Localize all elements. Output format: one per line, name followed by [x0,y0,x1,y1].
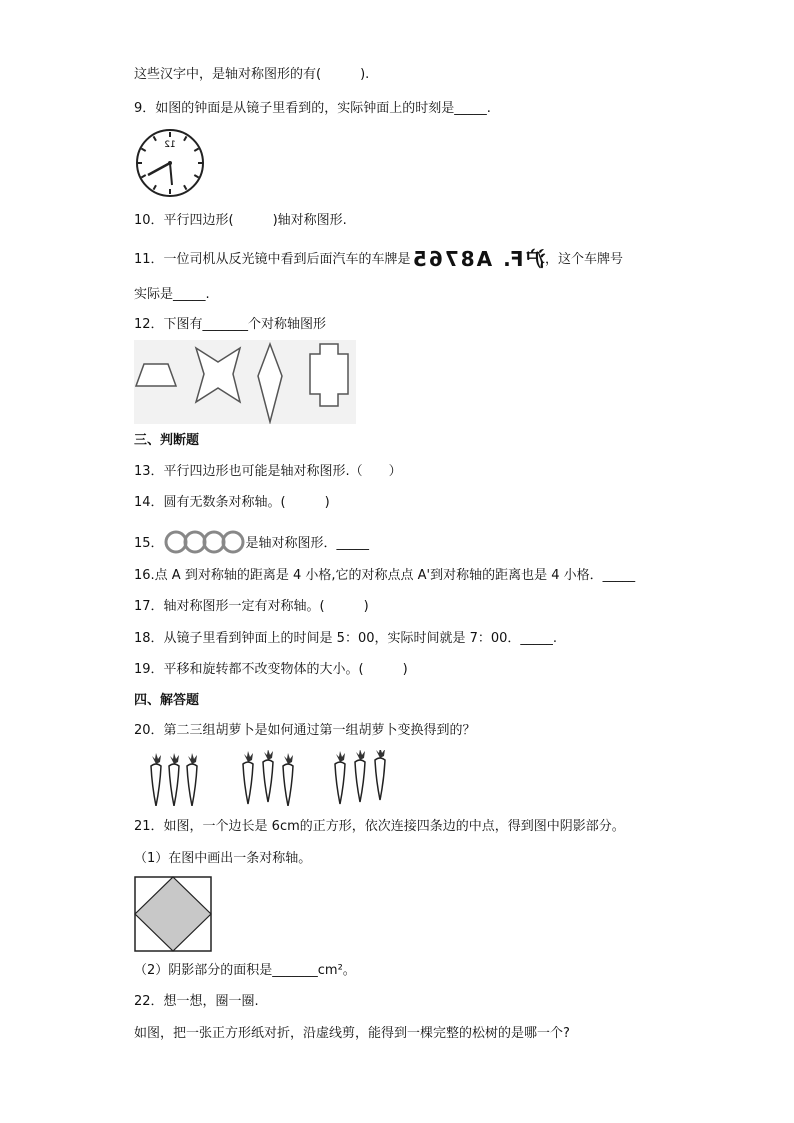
clock-12-label: 12 [164,140,176,150]
question-15-number: 15． [134,536,164,551]
question-11-line2: 实际是_____. [134,287,210,302]
question-10: 10．平行四边形( )轴对称图形. [134,213,347,228]
question-21-intro: 21．如图，一个边长是 6cm的正方形，依次连接四条边的中点，得到图中阴影部分。 [134,819,625,834]
question-15 [134,530,369,554]
question-16: 16.点 A 到对称轴的距离是 4 小格,它的对称点点 A'到对称轴的距离也是 4 小格．_____ [134,568,636,583]
mirrored-license-plate: 沪F. A8765 [410,247,545,271]
question-20: 20．第二三组胡萝卜是如何通过第一组胡萝卜变换得到的？ [134,723,476,738]
mirrored-clock-figure [134,128,208,198]
question-9: 9．如图的钟面是从镜子里看到的，实际钟面上的时刻是_____. [134,101,491,116]
question-8-tail: 这些汉字中，是轴对称图形的有( ). [134,67,370,82]
square-with-shaded-diamond [134,876,212,952]
section-4-heading: 四、解答题 [134,693,200,708]
question-21-part-2: （2）阴影部分的面积是_______cm²。 [134,963,356,978]
question-22-title: 22．想一想，圈一圈. [134,994,259,1009]
section-3-heading: 三、判断题 [134,433,200,448]
symmetry-shapes-figure [134,340,356,424]
carrot-group-2 [243,750,296,806]
question-22-text: 如图，把一张正方形纸对折，沿虚线剪，能得到一棵完整的松树的是哪一个? [134,1026,570,1041]
question-18: 18．从镜子里看到钟面上的时间是 5：00，实际时间就是 7：00．_____. [134,631,558,646]
question-15-text: 是轴对称图形．_____ [245,536,370,551]
question-11-text: 11．一位司机从反光镜中看到后面汽车的车牌是 [134,252,411,267]
question-17: 17．轴对称图形一定有对称轴。( ) [134,599,369,614]
question-12: 12．下图有_______个对称轴图形 [134,317,327,332]
question-13: 13．平行四边形也可能是轴对称图形.（ ） [134,464,402,479]
question-19: 19．平移和旋转都不改变物体的大小。( ) [134,662,408,677]
four-rings-logo [164,530,246,554]
question-11-text-end: ，这个车牌号 [544,252,623,267]
question-11 [134,247,623,271]
question-14: 14．圆有无数条对称轴。( ) [134,495,330,510]
question-21-part-1: （1）在图中画出一条对称轴。 [134,851,312,866]
carrot-group-1 [151,753,200,806]
carrot-group-3 [335,750,388,804]
carrot-groups-figure [144,750,404,806]
